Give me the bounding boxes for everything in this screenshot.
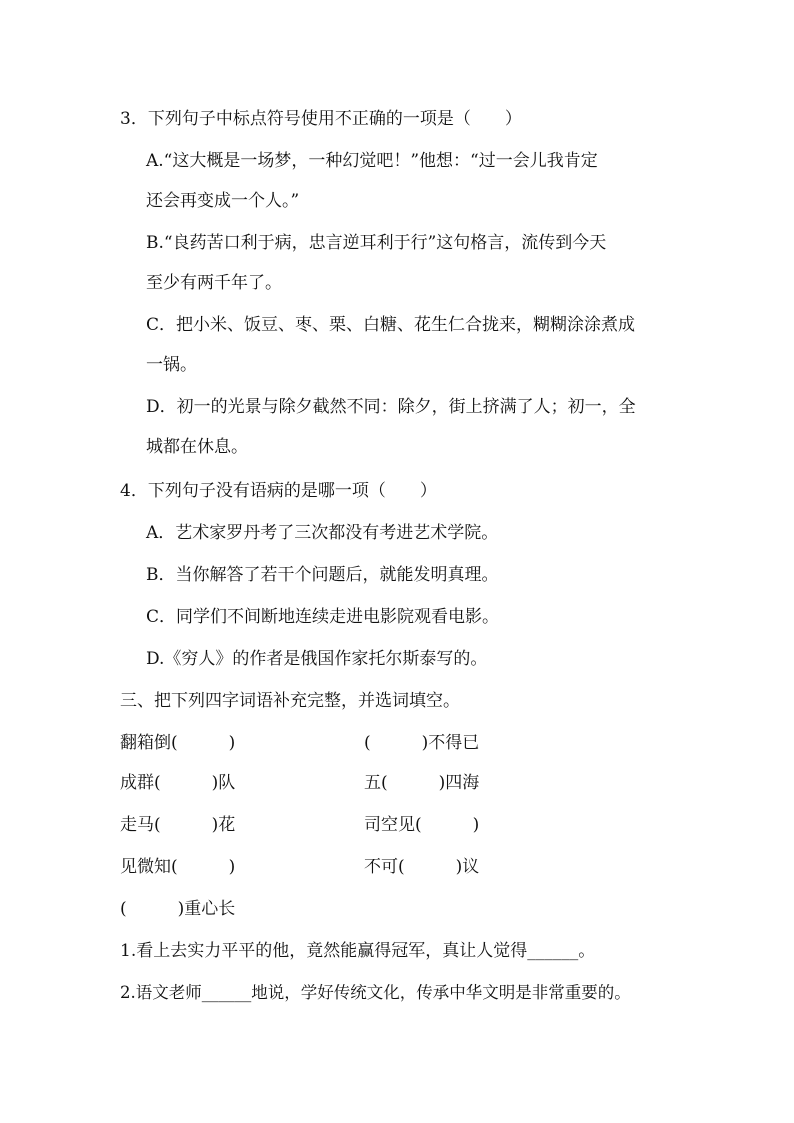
idiom-blank: 五( )四海	[364, 773, 480, 793]
idiom-blank: ( )重心长	[120, 899, 236, 919]
question-4-option-d: D.《穷人》的作者是俄国作家托尔斯泰写的。	[146, 649, 488, 669]
fill-sentence-1: 1.看上去实力平平的他，竟然能赢得冠军，真让人觉得______。	[120, 941, 596, 961]
idiom-blank: 成群( )队	[120, 773, 236, 793]
question-3-option-d-line2: 城都在休息。	[146, 437, 248, 457]
question-3-option-b-line2: 至少有两千年了。	[146, 273, 282, 293]
question-3-option-d-line1: D．初一的光景与除夕截然不同：除夕，街上挤满了人；初一，全	[146, 397, 636, 417]
idiom-blank: 翻箱倒( )	[120, 733, 236, 753]
question-3-stem: 3．下列句子中标点符号使用不正确的一项是（ ）	[120, 109, 522, 129]
idiom-blank: 司空见( )	[364, 815, 480, 835]
question-4-option-b: B．当你解答了若干个问题后，就能发明真理。	[146, 565, 499, 585]
question-3-option-b-line1: B.“良药苦口利于病，忠言逆耳利于行”这句格言，流传到今天	[146, 233, 607, 253]
idiom-blank: 走马( )花	[120, 815, 236, 835]
section-3-title: 三、把下列四字词语补充完整，并选词填空。	[120, 691, 460, 711]
idiom-blank: ( )不得已	[364, 733, 480, 753]
question-3-option-a-line1: A.“这大概是一场梦，一种幻觉吧！”他想：“过一会儿我肯定	[146, 151, 598, 171]
question-4-option-a: A．艺术家罗丹考了三次都没有考进艺术学院。	[146, 523, 499, 543]
question-3-option-c-line1: C．把小米、饭豆、枣、栗、白糖、花生仁合拢来，糊糊涂涂煮成	[146, 315, 636, 335]
fill-sentence-2: 2.语文老师______地说，学好传统文化，传承中华文明是非常重要的。	[120, 983, 631, 1002]
question-3-option-a-line2: 还会再变成一个人。”	[146, 191, 300, 211]
question-3-option-c-line2: 一锅。	[146, 355, 197, 375]
question-4-option-c: C．同学们不间断地连续走进电影院观看电影。	[146, 607, 500, 627]
question-4-stem: 4．下列句子没有语病的是哪一项（ ）	[120, 481, 437, 501]
idiom-blank: 不可( )议	[364, 857, 480, 877]
idiom-blank: 见微知( )	[120, 857, 236, 877]
